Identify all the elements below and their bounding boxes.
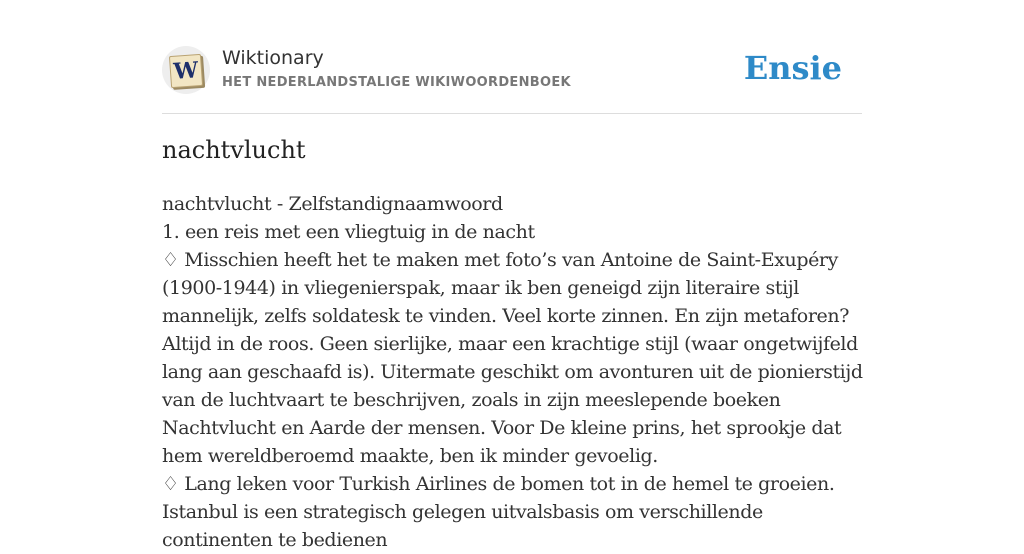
wiktionary-logo[interactable] [162,46,210,94]
header-divider [162,113,862,114]
ensie-brand-link[interactable]: Ensie [743,49,842,87]
example-quote-1: ♢ Misschien heeft het te maken met foto’s van Antoine de Saint-Exupéry (1900-1944) in vliegenierspak, maar ik ben geneigd zijn literaire stijl mannelijk, zelfs soldatesk te vinden. Veel korte zinnen. En zijn metaforen? Altijd in de roos. Geen sierlijke, maar een krachtige stijl (waar ongetwijfeld lang aan geschaafd is). Uitermate geschikt om avonturen uit de pionierstijd van de luchtvaart te beschrijven, zoals in zijn meeslepende boeken Nachtvlucht en Aarde der mensen. Voor De kleine prins, het sprookje dat hem wereldberoemd maakte, ben ik minder gevoelig. [162,249,863,467]
entry-heading: nachtvlucht - Zelfstandignaamwoord [162,193,503,215]
site-subtitle: HET NEDERLANDSTALIGE WIKIWOORDENBOEK [222,75,571,90]
example-quote-2: ♢ Lang leken voor Turkish Airlines de bomen tot in de hemel te groeien. Istanbul is een strategisch gelegen uitvalsbasis om verschillende continenten te bedienen [162,473,835,551]
site-header [162,44,862,100]
site-name[interactable]: Wiktionary [222,47,324,69]
definition: 1. een reis met een vliegtuig in de nacht [162,221,535,243]
page-title: nachtvlucht [162,136,306,164]
logo-letter-tile: W [169,54,203,88]
entry-content [162,190,864,554]
